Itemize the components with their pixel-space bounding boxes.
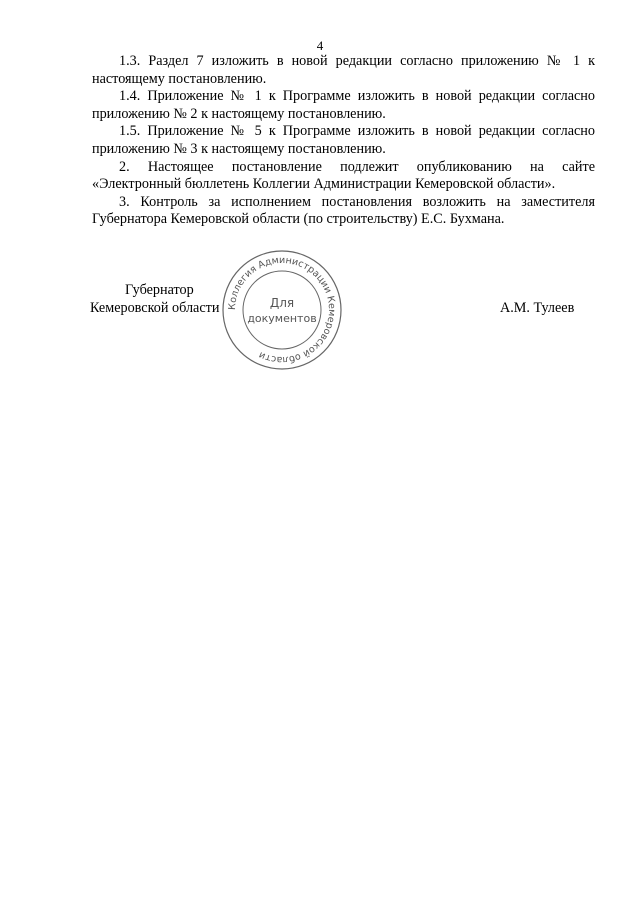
paragraph-2: 2. Настоящее постановление подлежит опубликованию на сайте «Электронный бюллетень Коллегии Администрации Кемеровской области». <box>92 158 595 193</box>
signatory-title: Губернатор <box>125 282 194 298</box>
stamp-ring-text: Коллегия Администрации Кемеровской области <box>226 254 338 366</box>
document-body <box>92 53 595 229</box>
paragraph-1-5: 1.5. Приложение № 5 к Программе изложить в новой редакции согласно приложению № 3 к настоящему постановлению. <box>92 123 595 157</box>
paragraph-1-3: 1.3. Раздел 7 изложить в новой редакции согласно приложению № 1 к настоящему постановлению. <box>92 53 595 87</box>
official-seal-stamp <box>221 249 343 371</box>
signatory-name: А.М. Тулеев <box>500 300 575 316</box>
paragraph-1-4: 1.4. Приложение № 1 к Программе изложить в новой редакции согласно приложению № 2 к настоящему постановлению. <box>92 88 595 122</box>
stamp-center-line1: Для <box>269 296 295 310</box>
paragraph-3: 3. Контроль за исполнением постановления возложить на заместителя Губернатора Кемеровской области (по строительству) Е.С. Бухмана. <box>92 193 595 228</box>
page-number: 4 <box>316 38 324 53</box>
stamp-center-line2: документов <box>247 312 317 325</box>
signatory-organization: Кемеровской области <box>90 300 220 316</box>
